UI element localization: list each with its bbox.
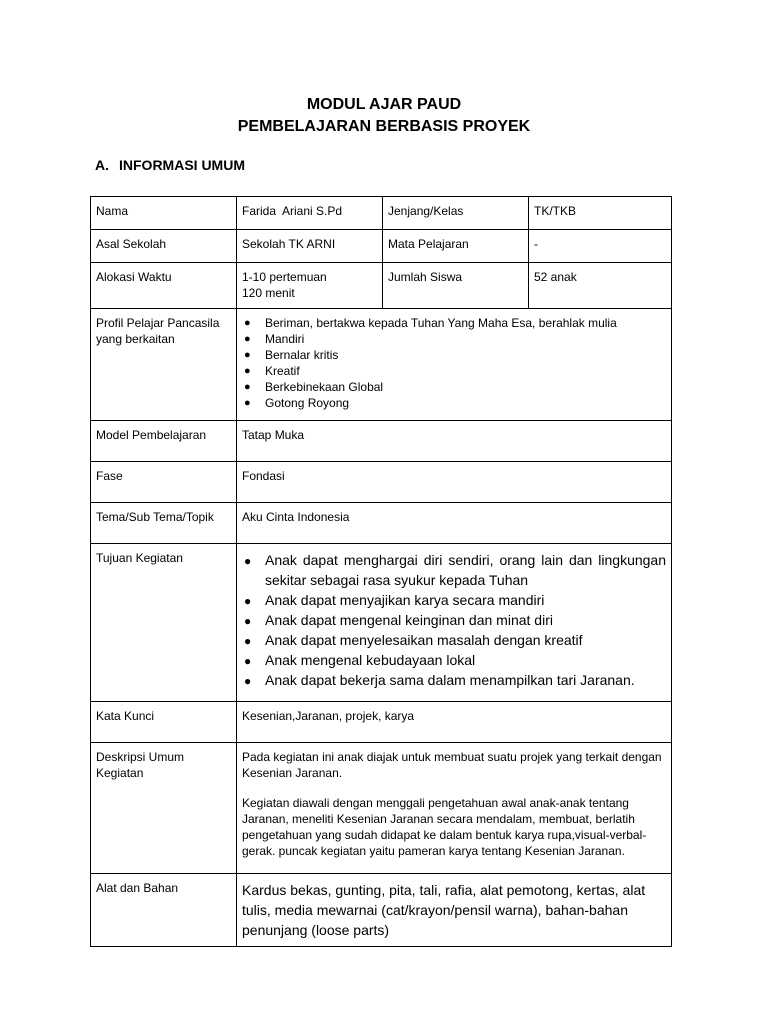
value-alokasi [237, 263, 383, 309]
label-alat: Alat dan Bahan [91, 874, 237, 947]
table-row [91, 702, 672, 743]
table-row [91, 230, 672, 263]
value-nama: Farida Ariani S.Pd [237, 197, 383, 230]
bullet-icon: ● [244, 594, 252, 608]
section-number: A. [95, 157, 109, 173]
table-row [91, 197, 672, 230]
table-row [91, 263, 672, 309]
list-item: ● Beriman, bertakwa kepada Tuhan Yang Maha Esa, berahlak mulia [244, 316, 617, 330]
label-fase: Fase [91, 462, 237, 503]
value-jenjang: TK/TKB [529, 197, 672, 230]
table-row [91, 544, 672, 702]
value-alokasi-line-1: 1-10 pertemuan [242, 270, 327, 284]
label-sekolah: Asal Sekolah [91, 230, 237, 263]
list-item: ● Anak dapat mengenal keinginan dan minat diri [242, 610, 666, 630]
value-fase: Fondasi [237, 462, 672, 503]
value-tujuan [237, 544, 672, 702]
table-row [91, 421, 672, 462]
value-deskripsi [237, 743, 672, 874]
value-sekolah: Sekolah TK ARNI [237, 230, 383, 263]
label-mapel: Mata Pelajaran [383, 230, 529, 263]
bullet-icon: ● [244, 674, 252, 688]
informasi-umum-table [90, 196, 672, 947]
table-row [91, 874, 672, 947]
bullet-icon: ● [244, 614, 252, 628]
bullet-icon: ● [244, 317, 251, 329]
deskripsi-paragraph-2: Kegiatan diawali dengan menggali pengetahuan awal anak-anak tentang Jaranan, meneliti Kesenian Jaranan secara mendalam, membuat, berlatih pengetahuan yang sudah didapat ke dalam bentuk karya rupa,visual-verbal-gerak. puncak kegiatan yaitu pameran karya tentang Kesenian Jaranan. [242, 796, 647, 858]
label-kata-kunci: Kata Kunci [91, 702, 237, 743]
table-row [91, 743, 672, 874]
list-item: ● Anak dapat bekerja sama dalam menampilkan tari Jaranan. [242, 670, 666, 690]
bullet-icon: ● [244, 554, 252, 568]
section-heading [95, 157, 245, 173]
list-item: ● Anak mengenal kebudayaan lokal [242, 650, 666, 670]
title-line-1: MODUL AJAR PAUD [306, 96, 462, 113]
list-item: ● Anak dapat menyelesaikan masalah dengan kreatif [242, 630, 666, 650]
label-tujuan: Tujuan Kegiatan [91, 544, 237, 702]
value-model: Tatap Muka [237, 421, 672, 462]
table-row [91, 503, 672, 544]
list-item: ● Kreatif [244, 364, 300, 378]
label-deskripsi: Deskripsi Umum Kegiatan [91, 743, 237, 874]
value-alat: Kardus bekas, gunting, pita, tali, rafia, alat pemotong, kertas, alat tulis, media mewarnai (cat/krayon/pensil warna), bahan-bahan penunjang (loose parts) [237, 874, 672, 947]
label-profil [91, 309, 237, 421]
title-line-2: PEMBELAJARAN BERBASIS PROYEK [237, 118, 531, 135]
label-alokasi: Alokasi Waktu [91, 263, 237, 309]
value-profil [237, 309, 672, 421]
bullet-icon: ● [244, 381, 251, 393]
bullet-icon: ● [244, 654, 252, 668]
value-mapel: - [529, 230, 672, 263]
label-model: Model Pembelajaran [91, 421, 237, 462]
list-item: ● Gotong Royong [244, 396, 350, 410]
label-profil-line-2: yang berkaitan [96, 332, 175, 346]
bullet-icon: ● [244, 634, 252, 648]
list-item: ● Berkebinekaan Global [244, 380, 384, 394]
document-title [0, 94, 768, 138]
bullet-icon: ● [244, 365, 251, 377]
bullet-icon: ● [244, 333, 251, 345]
label-jenjang: Jenjang/Kelas [383, 197, 529, 230]
bullet-icon: ● [244, 349, 251, 361]
tujuan-list [242, 550, 666, 690]
value-jumlah: 52 anak [529, 263, 672, 309]
table-row [91, 309, 672, 421]
list-item: ● Mandiri [244, 332, 305, 346]
label-nama: Nama [91, 197, 237, 230]
deskripsi-paragraph-1: Pada kegiatan ini anak diajak untuk membuat suatu projek yang terkait dengan Kesenian Jaranan. [242, 750, 662, 780]
list-item: ● Anak dapat menghargai diri sendiri, orang lain dan lingkungan sekitar sebagai rasa syukur kepada Tuhan [244, 552, 666, 588]
table-row [91, 462, 672, 503]
label-tema: Tema/Sub Tema/Topik [91, 503, 237, 544]
bullet-icon: ● [244, 397, 251, 409]
list-item: ● Anak dapat menyajikan karya secara mandiri [242, 590, 666, 610]
value-alokasi-line-2: 120 menit [242, 286, 295, 300]
section-title: INFORMASI UMUM [119, 157, 245, 173]
label-profil-line-1: Profil Pelajar Pancasila [96, 316, 220, 330]
profil-list [242, 315, 666, 411]
label-jumlah: Jumlah Siswa [383, 263, 529, 309]
list-item: ● Bernalar kritis [244, 348, 339, 362]
value-tema: Aku Cinta Indonesia [237, 503, 672, 544]
value-kata-kunci: Kesenian,Jaranan, projek, karya [237, 702, 672, 743]
